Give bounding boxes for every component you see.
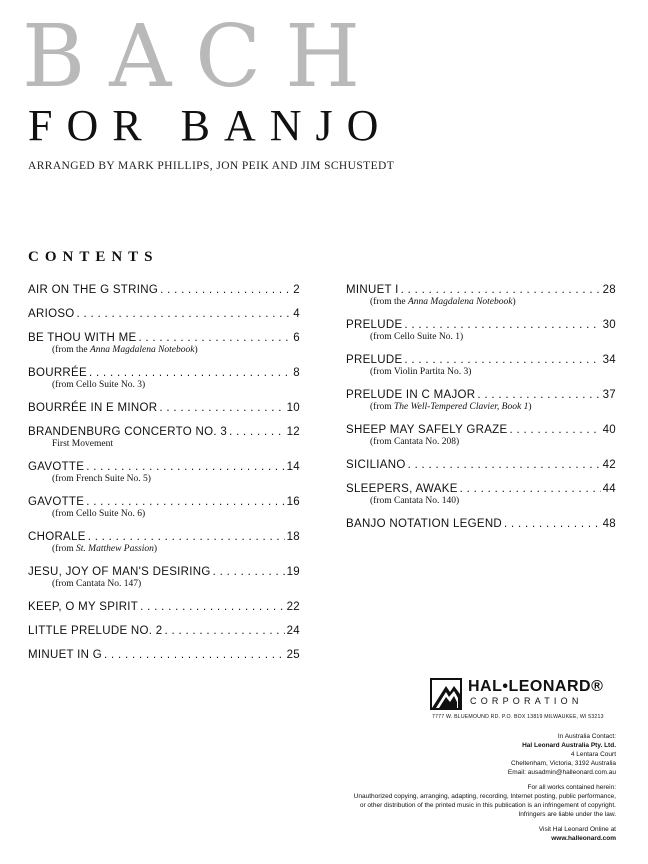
source-note-italic: Anna Magdalena Notebook <box>408 297 513 307</box>
source-note-suffix: ) <box>512 297 516 307</box>
dot-leader <box>140 601 284 613</box>
entry-page-number: 16 <box>286 496 300 508</box>
contents-entry <box>28 496 300 519</box>
entry-page-number: 6 <box>293 332 300 344</box>
contents-entry-line <box>346 354 616 366</box>
dot-leader <box>89 367 291 379</box>
contents-entry <box>346 389 616 412</box>
source-note-text: (from Violin Partita No. 3) <box>370 367 472 377</box>
source-note-suffix: ) <box>153 544 158 554</box>
contents-entry-line <box>28 625 300 637</box>
contents-entry-line <box>28 649 300 661</box>
entry-title: BRANDENBURG CONCERTO NO. 3 <box>28 426 228 438</box>
entry-page-number: 22 <box>286 601 300 613</box>
entry-title: PRELUDE <box>346 354 403 366</box>
contents-entry <box>28 367 300 390</box>
entry-source-note <box>52 509 300 519</box>
contents-entry <box>346 483 616 506</box>
contents-entry-line <box>346 459 616 471</box>
source-note-text: First Movement <box>52 439 113 449</box>
source-note-text: (from the <box>370 297 408 307</box>
entry-page-number: 28 <box>602 284 616 296</box>
entry-title: PRELUDE IN C MAJOR <box>346 389 476 401</box>
source-note-text: (from the <box>52 345 90 355</box>
entry-source-note <box>52 579 300 589</box>
contact-city: Cheltenham, Victoria, 3192 Australia <box>510 760 616 767</box>
entry-page-number: 4 <box>293 308 300 320</box>
contents-entry-line <box>28 566 300 578</box>
dot-leader <box>164 625 284 637</box>
contents-entry-line <box>28 332 300 344</box>
entry-page-number: 10 <box>286 402 300 414</box>
contents-column-left <box>28 284 300 673</box>
contents-entry <box>28 332 300 355</box>
dot-leader <box>159 402 284 414</box>
source-note-text: (from French Suite No. 5) <box>52 474 151 484</box>
entry-page-number: 37 <box>602 389 616 401</box>
publisher-corporation: CORPORATION <box>470 696 583 706</box>
source-note-italic: St. Matthew Passion <box>76 544 154 554</box>
contents-entry <box>28 566 300 589</box>
dot-leader <box>86 461 284 473</box>
book-subtitle-for-banjo: FOR BANJO <box>28 101 393 150</box>
source-note-text: (from <box>370 402 395 412</box>
entry-source-note <box>370 437 616 447</box>
dot-leader <box>86 496 284 508</box>
source-note-italic: The Well-Tempered Clavier, Book 1 <box>394 402 529 412</box>
publisher-address: 7777 W. BLUEMOUND RD. P.O. BOX 13819 MILWAUKEE, WI 53213 <box>432 714 604 720</box>
entry-source-note <box>370 297 616 307</box>
entry-title: ARIOSO <box>28 308 75 320</box>
entry-title: LITTLE PRELUDE NO. 2 <box>28 625 163 637</box>
entry-source-note <box>370 367 616 377</box>
dot-leader <box>104 649 285 661</box>
contact-company: Hal Leonard Australia Pty. Ltd. <box>522 742 616 749</box>
contents-entry <box>28 625 300 637</box>
entry-title: CHORALE <box>28 531 86 543</box>
legal-line: Unauthorized copying, arranging, adapting, recording, Internet posting, public performance, <box>353 793 616 800</box>
dot-leader <box>229 426 285 438</box>
contents-entry <box>346 518 616 530</box>
entry-source-note <box>370 402 616 412</box>
copyright-notice <box>354 783 616 819</box>
contents-entry-line <box>28 461 300 473</box>
legal-line: Infringers are liable under the law. <box>518 811 616 818</box>
contents-entry <box>346 284 616 307</box>
source-note-text: (from Cello Suite No. 1) <box>370 332 464 342</box>
australia-contact <box>508 732 616 777</box>
contents-entry <box>346 354 616 377</box>
entry-title: SICILIANO <box>346 459 406 471</box>
entry-page-number: 25 <box>286 649 300 661</box>
contact-email: Email: ausadmin@halleonard.com.au <box>507 769 616 776</box>
contents-entry <box>28 461 300 484</box>
contents-entry-line <box>28 601 300 613</box>
entry-source-note <box>370 332 616 342</box>
entry-page-number: 34 <box>602 354 616 366</box>
entry-title: SHEEP MAY SAFELY GRAZE <box>346 424 508 436</box>
entry-page-number: 19 <box>286 566 300 578</box>
contents-entry-line <box>346 518 616 530</box>
contact-street: 4 Lentara Court <box>570 751 616 758</box>
contents-entry <box>28 601 300 613</box>
contents-entry <box>28 402 300 414</box>
source-note-text: (from Cantata No. 147) <box>52 579 142 589</box>
publisher-name: HAL•LEONARD® <box>468 678 604 695</box>
dot-leader <box>138 332 291 344</box>
entry-source-note <box>52 345 300 355</box>
entry-title: BOURRÉE <box>28 367 87 379</box>
entry-title: GAVOTTE <box>28 461 85 473</box>
contents-entry-line <box>28 367 300 379</box>
dot-leader <box>404 354 600 366</box>
contents-entry <box>28 308 300 320</box>
entry-title: KEEP, O MY SPIRIT <box>28 601 139 613</box>
dot-leader <box>77 308 292 320</box>
contents-entry <box>346 424 616 447</box>
arranger-credit: ARRANGED BY MARK PHILLIPS, JON PEIK AND JIM SCHUSTEDT <box>28 160 395 172</box>
dot-leader <box>404 319 600 331</box>
contents-entry-line <box>28 531 300 543</box>
entry-title: MINUET I <box>346 284 399 296</box>
dot-leader <box>160 284 291 296</box>
dot-leader <box>88 531 285 543</box>
contents-entry-line <box>28 308 300 320</box>
contents-entry <box>346 319 616 342</box>
entry-title: PRELUDE <box>346 319 403 331</box>
entry-title: SLEEPERS, AWAKE <box>346 483 458 495</box>
dot-leader <box>401 284 601 296</box>
contents-entry <box>346 459 616 471</box>
source-note-suffix: ) <box>528 402 532 412</box>
entry-page-number: 8 <box>293 367 300 379</box>
source-note-italic: Anna Magdalena Notebook <box>90 345 195 355</box>
contents-entry <box>28 284 300 296</box>
entry-source-note <box>52 474 300 484</box>
legal-line: or other distribution of the printed music in this publication is an infringement of copyright. <box>359 802 616 809</box>
contents-entry-line <box>28 496 300 508</box>
website-notice <box>539 825 616 843</box>
entry-page-number: 12 <box>286 426 300 438</box>
contents-entry-line <box>28 402 300 414</box>
contents-heading: CONTENTS <box>28 249 159 265</box>
entry-page-number: 2 <box>293 284 300 296</box>
dot-leader <box>460 483 601 495</box>
contents-entry-line <box>28 284 300 296</box>
entry-title: BOURRÉE IN E MINOR <box>28 402 158 414</box>
hal-leonard-logo-icon <box>430 678 462 710</box>
entry-source-note <box>370 496 616 506</box>
contents-entry <box>28 649 300 661</box>
entry-source-note <box>52 439 300 449</box>
contents-entry-line <box>346 284 616 296</box>
source-note-text: (from Cello Suite No. 6) <box>52 509 146 519</box>
entry-page-number: 14 <box>286 461 300 473</box>
entry-title: JESU, JOY OF MAN'S DESIRING <box>28 566 211 578</box>
contact-heading: In Australia Contact: <box>557 733 616 740</box>
dot-leader <box>213 566 285 578</box>
contents-entry-line <box>28 426 300 438</box>
entry-source-note <box>52 380 300 390</box>
entry-page-number: 18 <box>286 531 300 543</box>
dot-leader <box>408 459 601 471</box>
legal-line: For all works contained herein: <box>527 784 616 791</box>
contents-entry-line <box>346 483 616 495</box>
entry-title: GAVOTTE <box>28 496 85 508</box>
contents-entry-line <box>346 389 616 401</box>
entry-title: MINUET IN G <box>28 649 103 661</box>
dot-leader <box>477 389 600 401</box>
book-title-bach: BACH <box>22 7 385 107</box>
entry-title: AIR ON THE G STRING <box>28 284 159 296</box>
entry-title: BANJO NOTATION LEGEND <box>346 518 503 530</box>
contents-entry <box>28 426 300 449</box>
website-url: www.halleonard.com <box>551 835 616 842</box>
entry-page-number: 40 <box>602 424 616 436</box>
source-note-text: (from <box>52 544 77 554</box>
entry-page-number: 48 <box>602 518 616 530</box>
source-note-text: (from Cantata No. 140) <box>370 496 460 506</box>
contents-entry-line <box>346 424 616 436</box>
contents-entry-line <box>346 319 616 331</box>
source-note-suffix: ) <box>194 345 198 355</box>
contents-column-right <box>346 284 616 542</box>
entry-page-number: 42 <box>602 459 616 471</box>
entry-page-number: 44 <box>602 483 616 495</box>
dot-leader <box>504 518 601 530</box>
dot-leader <box>509 424 600 436</box>
entry-page-number: 30 <box>602 319 616 331</box>
visit-line: Visit Hal Leonard Online at <box>538 826 616 833</box>
entry-page-number: 24 <box>286 625 300 637</box>
entry-source-note <box>52 544 300 554</box>
source-note-text: (from Cantata No. 208) <box>370 437 460 447</box>
source-note-text: (from Cello Suite No. 3) <box>52 380 146 390</box>
entry-title: BE THOU WITH ME <box>28 332 137 344</box>
contents-entry <box>28 531 300 554</box>
